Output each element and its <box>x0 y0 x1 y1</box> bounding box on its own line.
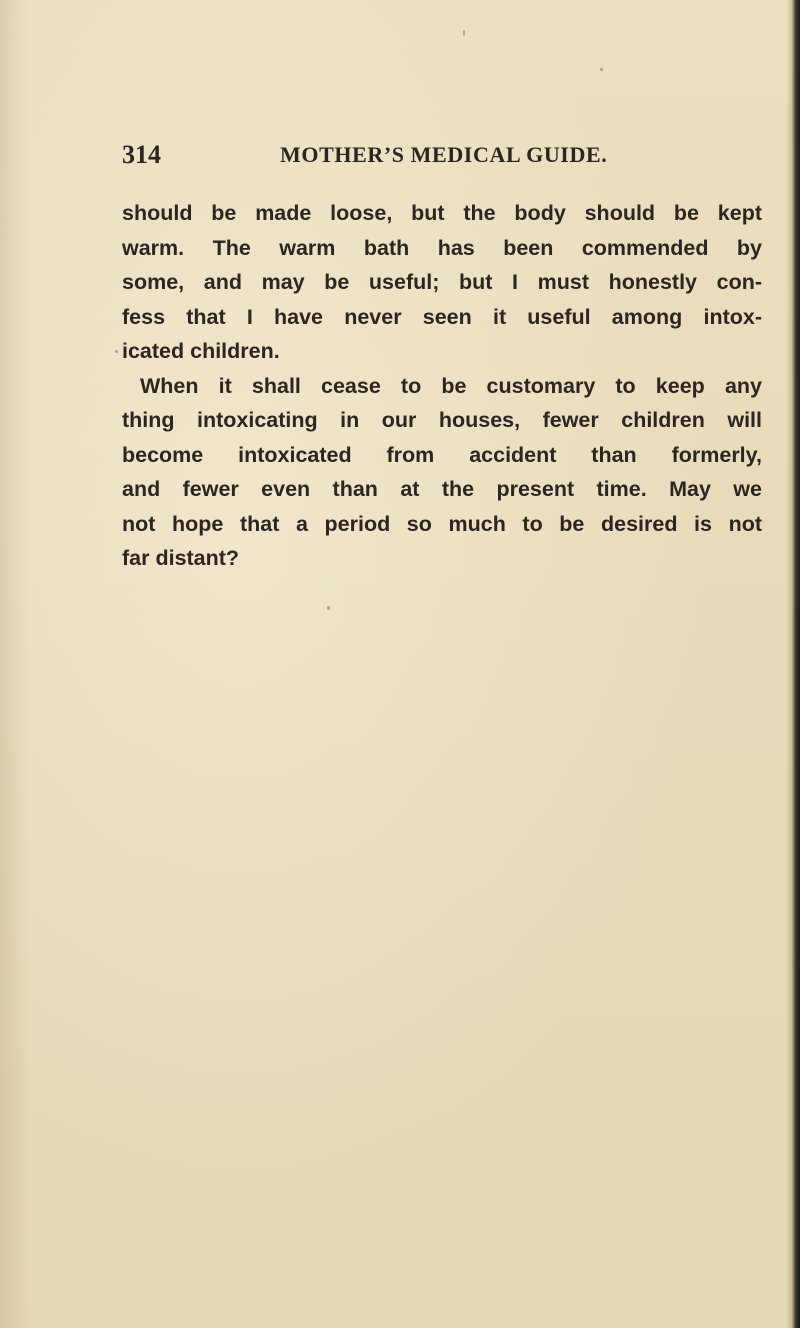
text-line: some, and may be useful; but I must honestly con- <box>122 270 762 294</box>
text-line: not hope that a period so much to be desired is not <box>122 511 762 536</box>
page-edge <box>786 0 800 1328</box>
paper-speck <box>463 30 465 36</box>
paragraph <box>122 369 762 576</box>
text-line: warm. The warm bath has been commended by <box>122 235 762 260</box>
text-line: far distant? <box>122 546 240 570</box>
running-title: MOTHER’S MEDICAL GUIDE. <box>280 142 608 167</box>
paper-speck <box>327 606 330 610</box>
text-line: should be made loose, but the body should be kept <box>122 201 762 225</box>
paper-speck <box>115 350 118 353</box>
text-line: fess that I have never seen it useful among intox- <box>122 304 762 329</box>
text-line: and fewer even than at the present time. May we <box>122 477 762 501</box>
text-line: When it shall cease to be customary to keep any <box>140 373 762 398</box>
page-header <box>122 140 762 174</box>
paragraph <box>122 196 762 369</box>
gutter-shadow <box>0 0 30 1328</box>
text-line: become intoxicated from accident than formerly, <box>122 442 762 467</box>
page-number: 314 <box>122 140 161 169</box>
body-text <box>122 196 762 576</box>
text-line: thing intoxicating in our houses, fewer children will <box>122 408 762 432</box>
text-line: icated children. <box>122 339 280 363</box>
paper-speck <box>600 68 603 71</box>
